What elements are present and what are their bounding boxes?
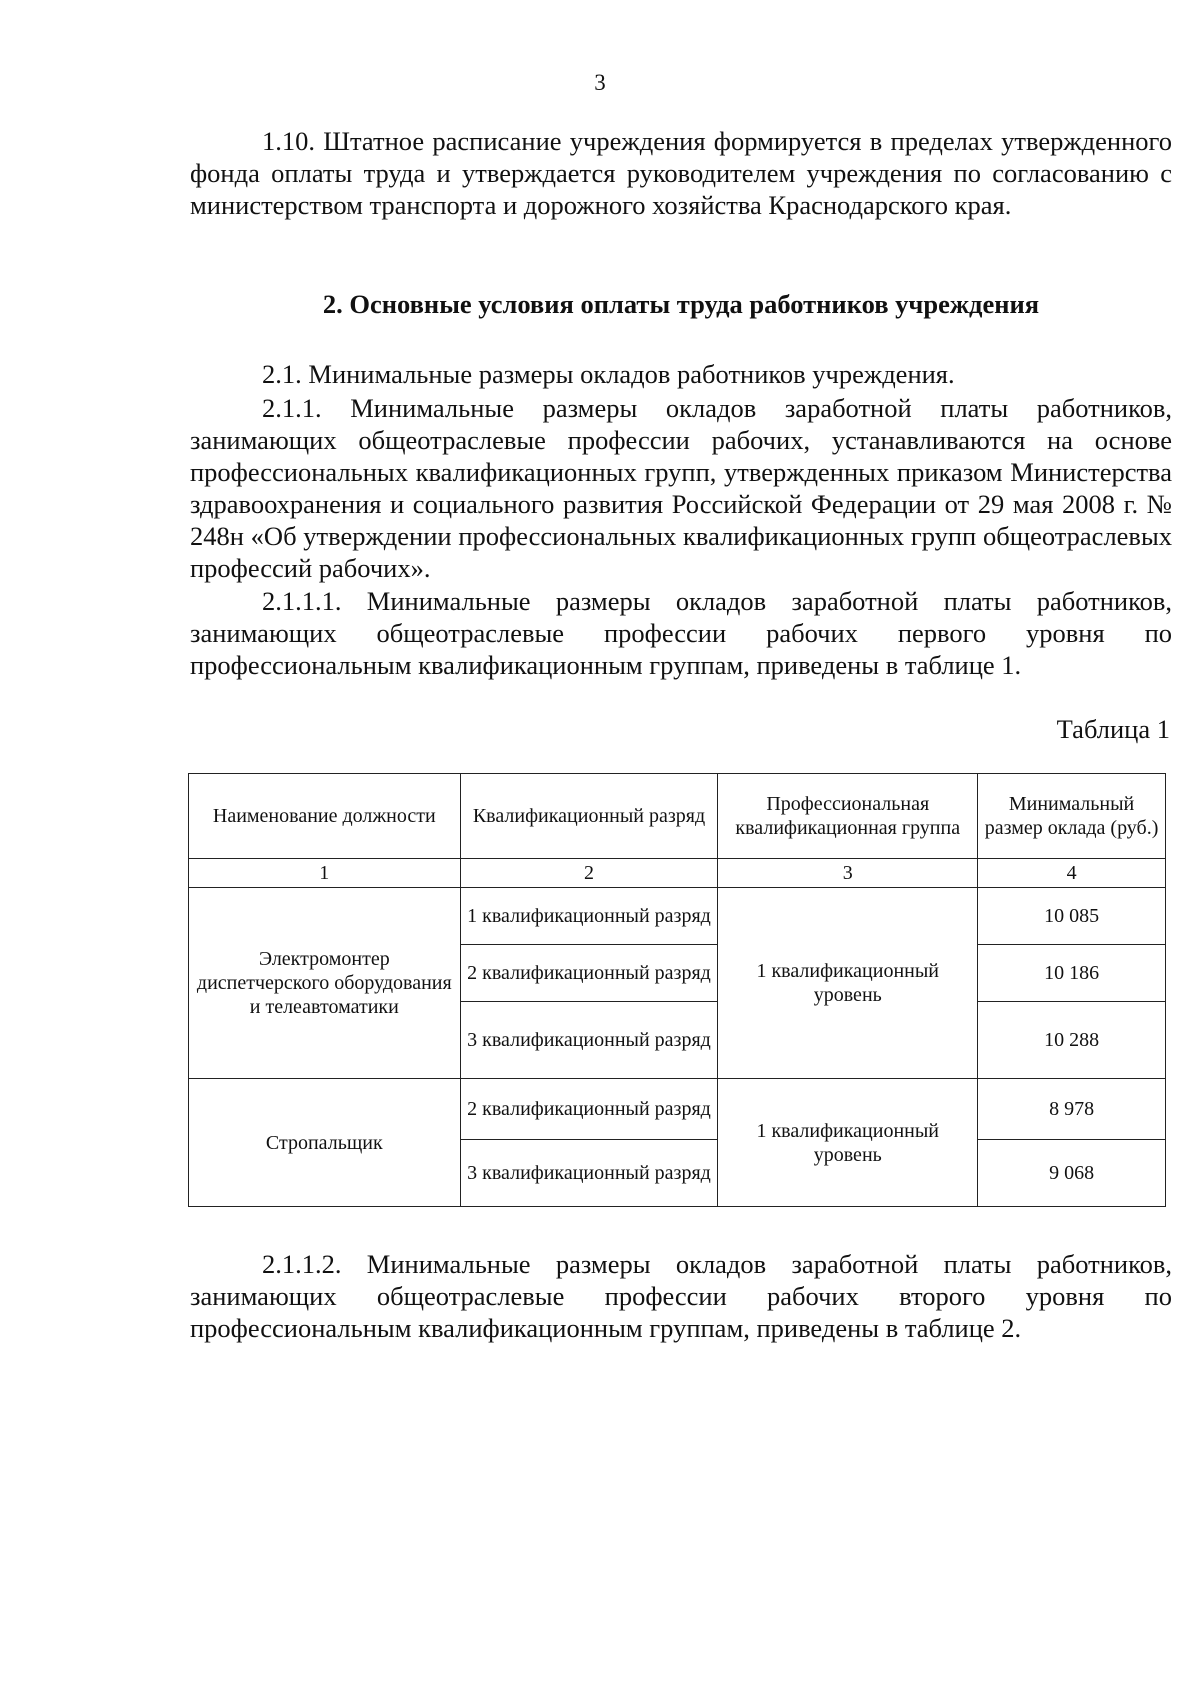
- table-header-row: [189, 774, 1166, 859]
- header-position: Наименование должности: [189, 774, 461, 859]
- column-number: 4: [978, 859, 1166, 888]
- section-heading: 2. Основные условия оплаты труда работников учреждения: [322, 289, 1040, 319]
- salary-table: [188, 773, 1166, 1207]
- paragraph-2-1-1-1: 2.1.1.1. Минимальные размеры окладов заработной платы работников, занимающих общеотраслевые профессии рабочих первого уровня по профессиональным квалификационным группам, приведены в таблице 1.: [190, 586, 1172, 680]
- header-grade: Квалификационный разряд: [460, 774, 718, 859]
- header-group: Профессиональная квалификационная группа: [718, 774, 978, 859]
- position-cell: Электромонтер диспетчерского оборудования и телеавтоматики: [189, 888, 461, 1079]
- grade-cell: 1 квалификационный разряд: [460, 888, 718, 945]
- salary-cell: 9 068: [978, 1140, 1166, 1207]
- column-number: 1: [189, 859, 461, 888]
- column-number-row: [189, 859, 1166, 888]
- paragraph-2-1-1: 2.1.1. Минимальные размеры окладов заработной платы работников, занимающих общеотраслевые профессии рабочих, устанавливаются на основе профессиональных квалификационных групп, утвержденных приказом Министерства здравоохранения и социального развития Российской Федерации от 29 мая 2008 г. № 248н «Об утверждении профессиональных квалификационных групп общеотраслевых профессий рабочих».: [190, 393, 1172, 583]
- position-cell: Стропальщик: [189, 1079, 461, 1207]
- grade-cell: 3 квалификационный разряд: [460, 1140, 718, 1207]
- grade-cell: 2 квалификационный разряд: [460, 945, 718, 1002]
- salary-cell: 10 085: [978, 888, 1166, 945]
- grade-cell: 3 квалификационный разряд: [460, 1002, 718, 1079]
- table-row: [189, 1079, 1166, 1140]
- salary-cell: 10 288: [978, 1002, 1166, 1079]
- column-number: 2: [460, 859, 718, 888]
- paragraph-2-1-1-2: 2.1.1.2. Минимальные размеры окладов заработной платы работников, занимающих общеотраслевые профессии рабочих второго уровня по профессиональным квалификационным группам, приведены в таблице 2.: [190, 1249, 1172, 1343]
- header-salary: Минимальный размер оклада (руб.): [978, 774, 1166, 859]
- page-number: 3: [594, 70, 606, 95]
- grade-cell: 2 квалификационный разряд: [460, 1079, 718, 1140]
- qualification-group-cell: 1 квалификационный уровень: [718, 888, 978, 1079]
- table-caption: Таблица 1: [1056, 714, 1170, 744]
- paragraph-2-1: 2.1. Минимальные размеры окладов работников учреждения.: [262, 359, 955, 389]
- salary-cell: 8 978: [978, 1079, 1166, 1140]
- paragraph-1-10: 1.10. Штатное расписание учреждения формируется в пределах утвержденного фонда оплаты труда и утверждается руководителем учреждения по согласованию с министерством транспорта и дорожного хозяйства Краснодарского края.: [190, 126, 1172, 220]
- salary-cell: 10 186: [978, 945, 1166, 1002]
- table-row: [189, 888, 1166, 945]
- column-number: 3: [718, 859, 978, 888]
- qualification-group-cell: 1 квалификационный уровень: [718, 1079, 978, 1207]
